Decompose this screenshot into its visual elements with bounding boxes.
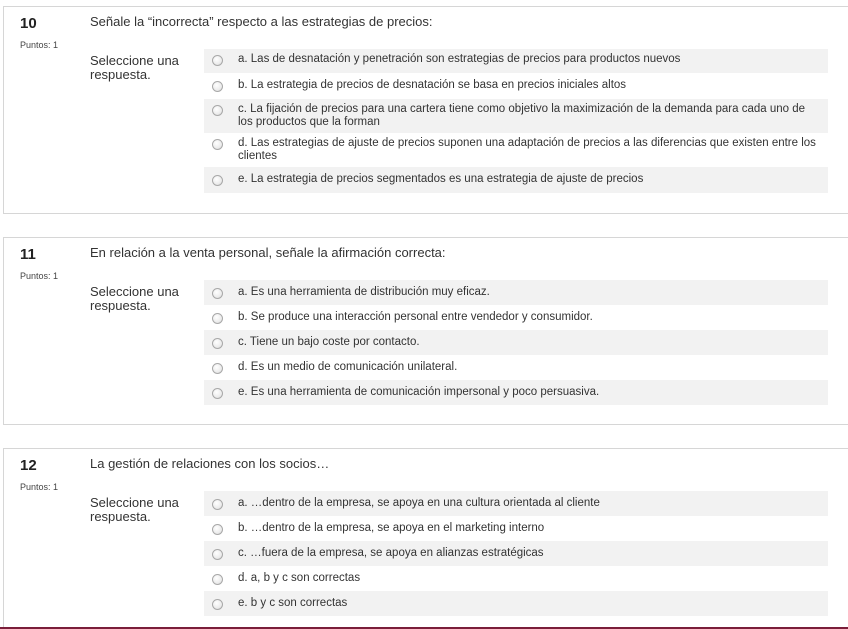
answer-option-label: d. Es un medio de comunicación unilateral. [238,361,458,373]
answer-option-a[interactable] [204,491,828,516]
answer-option-c[interactable] [204,541,828,566]
radio-button[interactable] [212,105,223,116]
answer-option-label: a. …dentro de la empresa, se apoya en una cultura orientada al cliente [238,497,600,509]
answer-option-label: a. Es una herramienta de distribución muy eficaz. [238,286,490,298]
radio-button[interactable] [212,81,223,92]
radio-button[interactable] [212,599,223,610]
radio-button[interactable] [212,499,223,510]
answer-option-label: c. Tiene un bajo coste por contacto. [238,336,420,348]
answer-option-label: c. …fuera de la empresa, se apoya en alianzas estratégicas [238,547,544,559]
answer-option-label: d. Las estrategias de ajuste de precios suponen una adaptación de precios a las diferencias que existen entre los clientes [238,137,816,162]
radio-button[interactable] [212,574,223,585]
question-points: Puntos: 1 [20,482,59,492]
answer-list [204,491,828,616]
radio-button[interactable] [212,313,223,324]
radio-button[interactable] [212,549,223,560]
answer-option-label: e. Es una herramienta de comunicación impersonal y poco persuasiva. [238,386,600,398]
answer-prompt: Seleccione una respuesta. [90,495,179,524]
question-10 [3,6,848,214]
answer-option-e[interactable] [204,591,828,616]
answer-option-label: c. La fijación de precios para una cartera tiene como objetivo la maximización de la demanda para cada uno de los productos que la forman [238,103,806,128]
question-points: Puntos: 1 [20,40,59,50]
question-11 [3,237,848,425]
answer-option-label: b. …dentro de la empresa, se apoya en el marketing interno [238,522,545,534]
answer-option-b[interactable] [204,73,828,99]
answer-option-label: a. Las de desnatación y penetración son estrategias de precios para productos nuevos [238,53,681,65]
question-text: En relación a la venta personal, señale la afirmación correcta: [90,245,446,260]
answer-option-label: d. a, b y c son correctas [238,572,361,584]
radio-button[interactable] [212,388,223,399]
answer-option-d[interactable] [204,566,828,591]
answer-option-b[interactable] [204,305,828,330]
answer-option-e[interactable] [204,167,828,193]
answer-prompt: Seleccione una respuesta. [90,284,179,313]
answer-option-c[interactable] [204,99,828,133]
answer-option-a[interactable] [204,280,828,305]
answer-option-c[interactable] [204,330,828,355]
radio-button[interactable] [212,175,223,186]
question-text: La gestión de relaciones con los socios… [90,456,330,471]
answer-option-d[interactable] [204,355,828,380]
radio-button[interactable] [212,288,223,299]
question-number: 12 [20,457,37,474]
answer-option-a[interactable] [204,49,828,73]
answer-list [204,49,828,193]
question-12 [3,448,848,628]
answer-prompt: Seleccione una respuesta. [90,53,179,82]
radio-button[interactable] [212,139,223,150]
radio-button[interactable] [212,55,223,66]
question-number: 10 [20,15,37,32]
answer-option-label: b. La estrategia de precios de desnatación se basa en precios iniciales altos [238,79,627,91]
question-text: Señale la “incorrecta” respecto a las estrategias de precios: [90,14,433,29]
answer-list [204,280,828,405]
answer-option-label: b. Se produce una interacción personal entre vendedor y consumidor. [238,311,593,323]
answer-option-label: e. b y c son correctas [238,597,348,609]
radio-button[interactable] [212,363,223,374]
answer-option-e[interactable] [204,380,828,405]
answer-option-d[interactable] [204,133,828,167]
question-points: Puntos: 1 [20,271,59,281]
answer-option-label: e. La estrategia de precios segmentados es una estrategia de ajuste de precios [238,173,644,185]
answer-option-b[interactable] [204,516,828,541]
radio-button[interactable] [212,524,223,535]
radio-button[interactable] [212,338,223,349]
question-number: 11 [20,246,36,263]
